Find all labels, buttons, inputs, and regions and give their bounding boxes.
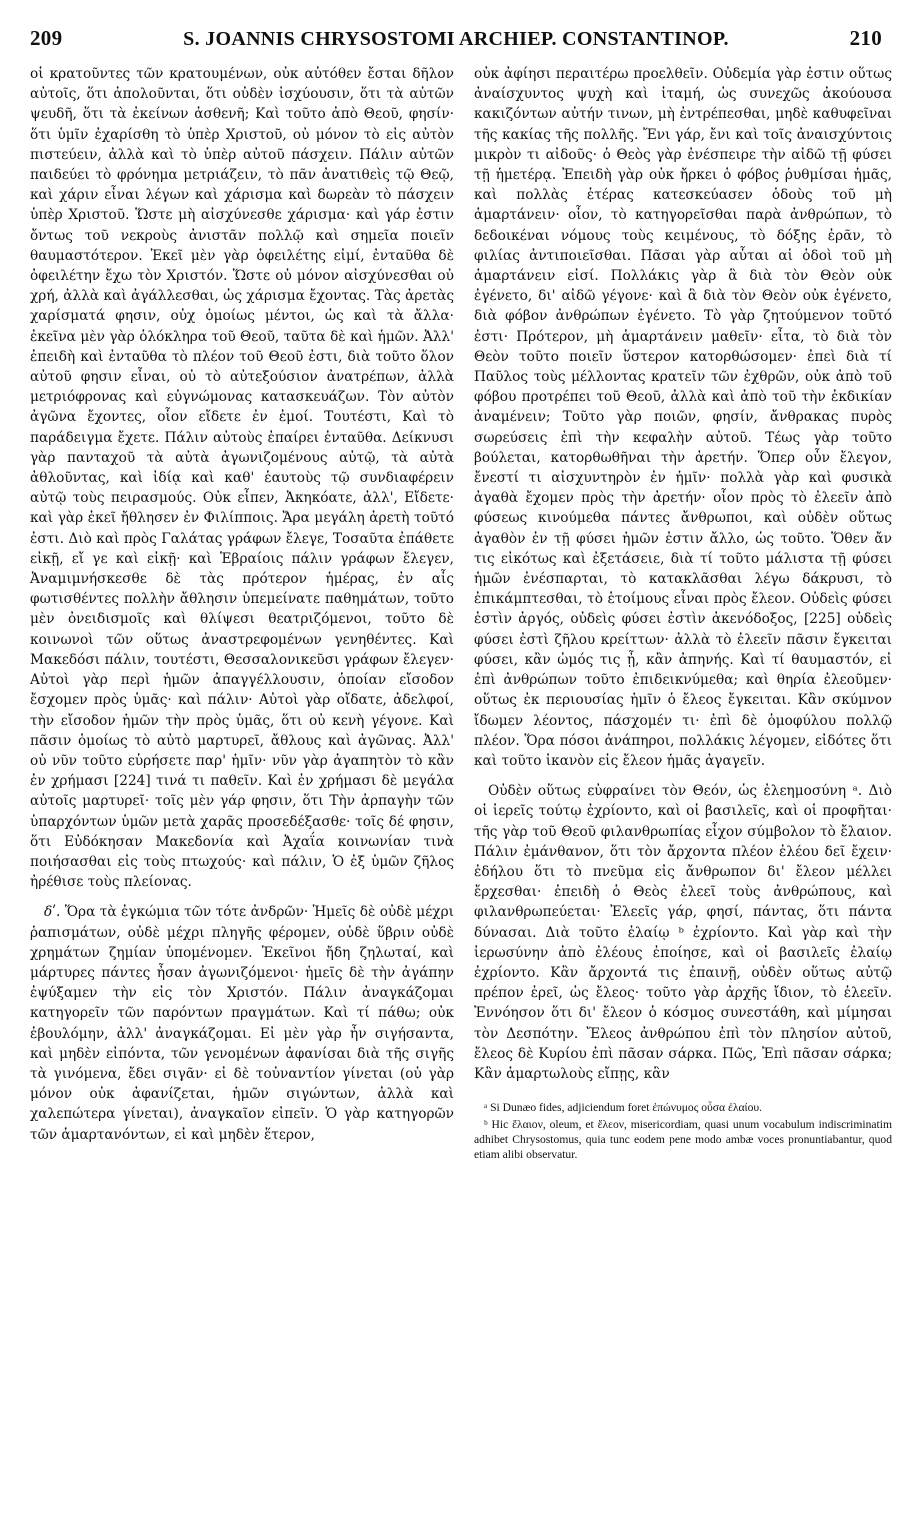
left-column <box>30 64 454 1145</box>
left-paragraph-2-text: Ὅρα τὰ ἐγκώμια τῶν τότε ἀνδρῶν· Ἡμεῖς δὲ οὐδὲ μέχρι ῥαπισμάτων, οὐδὲ μέχρι πληγῆς φέρομεν, οὐδὲ ὕβριν οὐδὲ χρημάτων ζημίαν ὑπομένομεν. Ἐκεῖνοι ἤδη ζηλωταί, καὶ μάρτυρες πάντες ἦσαν ἀγωνιζόμενοι· ἡμεῖς δὲ τὴν ἀγάπην ἐψύξαμεν τὴν εἰς τὸν Χριστόν. Πάλιν ἀναγκάζομαι κατηγορεῖν τῶν παρόντων πραγμάτων. Καὶ τί πάθω; οὐκ ἐβουλόμην, ἀλλ' ἀναγκάζομαι. Εἰ μὲν γὰρ ἦν σιγήσαντα, καὶ μηδὲν εἰπόντα, τῶν γενομένων ἀφανίσαι διὰ τῆς σιγῆς τὰ γινόμενα, ἔδει σιγᾶν· εἰ δὲ τοὐναντίον γίνεται (οὐ γὰρ μόνον οὐκ ἀφανίζεται, ἡμῶν σιγώντων, ἀλλὰ καὶ χαλεπώτερα γίνεται), ἀναγκαῖον εἰπεῖν. Ὁ γὰρ κατηγορῶν τῶν ἁμαρτανόντων, εἰ καὶ μηδὲν ἕτερον, <box>30 904 454 1143</box>
page-number-left: 209 <box>30 26 63 50</box>
footnotes <box>474 1100 892 1162</box>
right-column <box>474 64 892 1164</box>
section-number: δʹ. <box>44 904 61 921</box>
page-number-right: 210 <box>849 26 882 50</box>
running-title: S. JOANNIS CHRYSOSTOMI ARCHIEP. CONSTANTINOP. <box>183 28 729 50</box>
right-paragraph-1: οὐκ ἀφίησι περαιτέρω προελθεῖν. Οὐδεμία γὰρ ἐστιν οὕτως ἀναίσχυντος ψυχὴ καὶ ἰταμή, ὡς συνεχῶς ἀκούουσα κακιζόντων αὐτήν τινων, μὴ ἐντρέπεσθαι, μηδὲ καθυφεῖναι τῆς κακίας τῆς πολλῆς. Ἔνι γάρ, ἔνι καὶ τοῖς ἀναισχύντοις μικρὸν τι αἰδοῦς· ὁ Θεὸς γὰρ ἐνέσπειρε τὴν αἰδῶ τῇ φύσει τῇ ἡμετέρᾳ. Ἐπειδὴ γὰρ οὐκ ἤρκει ὁ φόβος ῥυθμίσαι ἡμᾶς, καὶ πολλὰς ἑτέρας κατεσκεύασεν ὁδοὺς τοῦ μὴ ἁμαρτάνειν· οἷον, τὸ κατηγορεῖσθαι παρὰ ἀνθρώπων, τὸ δεδοικέναι νόμους τοὺς κειμένους, τὸ δόξης ἐρᾶν, τὸ φιλίας ἀντιποιεῖσθαι. Πᾶσαι γὰρ αὗται αἱ ὁδοὶ τοῦ μὴ ἁμαρτάνειν εἰσί. Πολλάκις γὰρ ἃ διὰ τὸν Θεὸν οὐκ ἐγένετο, δι' αἰδῶ γέγονε· καὶ ἃ διὰ τὸν Θεὸν οὐκ ἐγένετο, διὰ φόβον ἀνθρώπων ἐγένετο. Τὸ γὰρ ζητούμενον τοῦτό ἐστι· Πρότερον, μὴ ἁμαρτάνειν μαθεῖν· εἶτα, τὸ διὰ τὸν Θεὸν τοῦτο ποιεῖν ὕστερον κατορθώσομεν· ἐπεὶ διὰ τί Παῦλος τοὺς μέλλοντας κρατεῖν τῶν ἐχθρῶν, οὐκ ἀπὸ τοῦ φόβου προτρέπει τοῦ Θεοῦ, ἀλλὰ καὶ ἀπὸ τοῦ τὴν ἐκδικίαν ἀναμένειν; Τοῦτο γὰρ ποιῶν, φησίν, ἄνθρακας πυρὸς σωρεύσεις ἐπὶ τὴν κεφαλὴν αὐτοῦ. Τέως γὰρ τοῦτο βούλεται, κατορθωθῆναι τὴν ἀρετήν. Ὅπερ οὖν ἔλεγον, ἔνεστί τι αἰσχυντηρὸν ἐν ἡμῖν· πολλὰ γὰρ καὶ φυσικὰ ἀγαθὰ ἔχομεν πρὸς τὴν ἀρετήν· οἷον πρὸς τὸ ἐλεεῖν ἀπὸ φύσεως κινούμεθα πάντες ἄνθρωποι, καὶ οὐδὲν οὕτως ἀγαθὸν ἐν τῇ φύσει ἡμῶν ἐστιν ἄλλο, ὡς τοῦτο. Ὅθεν ἄν τις εἰκότως καὶ ἐξετάσειε, διὰ τί τοῦτο μάλιστα τῇ φύσει ἡμῶν ἐνέσπαρται, τὸ κατακλᾶσθαι λέγω δάκρυσι, τὸ ἐπικάμπτεσθαι, τὸ ἑτοίμους εἶναι πρὸς ἔλεον. Οὐδεὶς φύσει ἐστὶν ἀργός, οὐδεὶς φύσει ἐστὶν ἀκενόδοξος, [225] οὐδεὶς φύσει ἐστὶ ζῆλου κρείττων· ἀλλὰ τὸ ἐλεεῖν πᾶσιν ἔγκειται φύσει, κἂν ὠμός τις ᾖ, κἂν ἀπηνής. Καὶ τί θαυμαστόν, εἰ ἐπὶ ἀνθρώπων τοῦτο ἐπιδεικνύμεθα; καὶ θηρία ἐλεοῦμεν· οὕτως ἐκ περιουσίας ἡμῖν ὁ ἔλεος ἔγκειται. Κἂν σκύμνον ἴδωμεν λέοντος, πάσχομέν τι· ἐπὶ δὲ ὁμοφύλου πολλῷ πλέον. Ὅρα πόσοι ἀνάπηροι, πολλάκις λέγομεν, εἰδότες ὅτι καὶ τοῦτο ἱκανὸν εἰς ἔλεον ἡμᾶς ἀγαγεῖν. <box>474 66 892 769</box>
footnote-b: ᵇ Hic ἔλαιον, oleum, et ἔλεον, misericordiam, quasi unum vocabulum indiscriminatim adhibet Chrysostomus, quia tunc eodem pene modo ambæ voces pronuntiabantur, quod etiam alibi observatur. <box>474 1118 892 1162</box>
left-paragraph-1: οἱ κρατοῦντες τῶν κρατουμένων, οὐκ αὐτόθεν ἔσται δῆλον αὐτοῖς, ὅτι ἀπολοῦνται, ὅτι οὐδὲν ἰσχύουσιν, ὅτι τὰ αὐτῶν ψευδῆ, ὅτι τὰ ἐκείνων ἀσθενῆ; Καὶ τοῦτο ἀπὸ Θεοῦ, φησίν· ὅτι ὑμῖν ἐχαρίσθη τὸ ὑπὲρ Χριστοῦ, οὐ μόνον τὸ εἰς αὐτὸν πιστεύειν, ἀλλὰ καὶ τὸ ὑπὲρ αὐτοῦ πάσχειν. Πάλιν αὐτῶν παιδεύει τὸ φρόνημα μετριάζειν, τὸ πᾶν ἀνατιθεὶς τῷ Θεῷ, καὶ χάριν εἶναι λέγων καὶ χάρισμα καὶ δωρεὰν τὸ πάσχειν ὑπὲρ Χριστοῦ. Ὥστε μὴ αἰσχύνεσθε χάρισμα· καὶ γάρ ἐστιν ὄντως τοῦ νεκροὺς ἀνιστᾶν πολλῷ καὶ σημεῖα ποιεῖν θαυμαστότερον. Ἐκεῖ μὲν γὰρ ὀφειλέτης εἰμί, ἐνταῦθα δὲ ὀφειλέτην ἔχω τὸν Χριστόν. Ὥστε οὐ μόνον αἰσχύνεσθαι οὐ χρή, ἀλλὰ καὶ ἀγάλλεσθαι, ὡς χάρισμα ἔχοντας. Τὰς ἀρετὰς χαρίσματά φησιν, οὐχ ὁμοίως μέντοι, ὡς καὶ τὰ ἄλλα· ἐκεῖνα μὲν γὰρ ὁλόκληρα τοῦ Θεοῦ, ταῦτα δὲ καὶ ἡμῶν. Ἀλλ' ἐπειδὴ καὶ ἐνταῦθα τὸ πλέον τοῦ Θεοῦ ἐστι, διὰ τοῦτο ὅλον αὐτοῦ φησιν εἶναι, οὐ τὸ αὐτεξούσιον ἀνατρέπων, ἀλλὰ μετριόφρονας καὶ εὐγνώμονας κατασκευάζων. Τὸν αὐτὸν ἀγῶνα ἔχοντες, οἷον εἴδετε ἐν ἐμοί. Τουτέστι, Καὶ τὸ παράδειγμα ἔχετε. Πάλιν αὐτοὺς ἐπαίρει ἐνταῦθα. Δείκνυσι γὰρ πανταχοῦ τὰ αὐτὰ ἀγωνιζομένους αὐτῷ, τὰ αὐτὰ ἀθλοῦντας, καὶ ἰδίᾳ καὶ καθ' ἑαυτοὺς τῷ συνδιαφέρειν αὐτῷ τοὺς πειρασμούς. Οὐκ εἶπεν, Ἀκηκόατε, ἀλλ', Εἴδετε· καὶ γὰρ ἐκεῖ ἤθλησεν ἐν Φιλίπποις. Ἄρα μεγάλη ἀρετὴ τοῦτό ἐστι. Διὸ καὶ πρὸς Γαλάτας γράφων ἔλεγε, Τοσαῦτα ἐπάθετε εἰκῇ, εἴ γε καὶ εἰκῇ· καὶ Ἑβραίοις πάλιν γράφων ἔλεγεν, Ἀναμιμνήσκεσθε δὲ τὰς πρότερον ἡμέρας, ἐν αἷς φωτισθέντες πολλὴν ἄθλησιν ὑπεμείνατε παθημάτων, τοῦτο μὲν ὀνειδισμοῖς καὶ θλίψεσι θεατριζόμενοι, τοῦτο δὲ κοινωνοὶ τῶν οὕτως ἀναστρεφομένων γενηθέντες. Καὶ Μακεδόσι πάλιν, τουτέστι, Θεσσαλονικεῦσι γράφων ἔλεγεν· Αὐτοὶ γὰρ περὶ ἡμῶν ἀπαγγέλλουσιν, ὁποίαν εἴσοδον ἔσχομεν πρὸς ὑμᾶς· καὶ πάλιν· Αὐτοὶ γὰρ οἴδατε, ἀδελφοί, τὴν εἴσοδον ἡμῶν τὴν πρὸς ὑμᾶς, ὅτι οὐ κενὴ γέγονε. Καὶ πᾶσιν ὁμοίως τὸ αὐτὸ μαρτυρεῖ, ἄθλους καὶ ἀγῶνας. Ἀλλ' οὐ νῦν τοῦτο εὑρήσετε παρ' ἡμῖν· νῦν γὰρ ἀγαπητὸν τὸ κἂν ἐν χρήμασι [224] τινά τι παθεῖν. Καὶ ἐν χρήμασι δὲ μεγάλα αὐτοῖς μαρτυρεῖ· τοῖς μὲν γάρ φησιν, ὅτι Τὴν ἁρπαγὴν τῶν ὑπαρχόντων ὑμῶν μετὰ χαρᾶς προσεδέξασθε· τοῖς δέ φησιν, ὅτι Εὐδόκησαν Μακεδονία καὶ Ἀχαΐα κοινωνίαν τινὰ ποιήσασθαι εἰς τοὺς πτωχούς· καὶ πάλιν, Ὁ ἐξ ὑμῶν ζῆλος ἠρέθισε τοὺς πλείονας. <box>30 66 454 891</box>
running-header <box>30 26 882 56</box>
footnote-a: ᵃ Si Dunæo fides, adjiciendum foret ἐπώνυμος οὖσα ἐλαίου. <box>484 1101 763 1115</box>
right-paragraph-2: Οὐδὲν οὕτως εὐφραίνει τὸν Θεόν, ὡς ἐλεημοσύνη ᵃ. Διὸ οἱ ἱερεῖς τούτῳ ἐχρίοντο, καὶ οἱ βασιλεῖς, καὶ οἱ προφῆται· τῆς γὰρ τοῦ Θεοῦ φιλανθρωπίας εἶχον σύμβολον τὸ ἔλαιον. Πάλιν ἐμάνθανον, ὅτι τὸν ἄρχοντα πλέον ἐλέου δεῖ ἔχειν· ἐδήλου ὅτι τὸ πνεῦμα εἰς ἄνθρωπον δι' ἔλεον μέλλει ἔρχεσθαι· ἐπειδὴ ὁ Θεὸς ἐλεεῖ τοὺς ἀνθρώπους, καὶ φιλανθρωπεύεται· Ἐλεεῖς γάρ, φησί, πάντας, ὅτι πάντα δύνασαι. Διὰ τοῦτο ἐλαίῳ ᵇ ἐχρίοντο. Καὶ γὰρ καὶ τὴν ἱερωσύνην ἀπὸ ἐλέους ἐποίησε, καὶ οἱ βασιλεῖς ἐλαίῳ ἐχρίοντο. Κἂν ἄρχοντά τις ἐπαινῇ, οὐδὲν οὕτως αὐτῷ πρέπον ἐρεῖ, ὡς ἔλεος· τοῦτο γὰρ ἀρχῆς ἴδιον, τὸ ἐλεεῖν. Ἐννόησον ὅτι δι' ἔλεον ὁ κόσμος συνεστάθη, καὶ μίμησαι τὸν Δεσπότην. Ἔλεος ἀνθρώπου ἐπὶ τὸν πλησίον αὐτοῦ, ἔλεος δὲ Κυρίου ἐπὶ πᾶσαν σάρκα. Πῶς, Ἐπὶ πᾶσαν σάρκα; Κἂν ἁμαρτωλοὺς εἴπῃς, κἂν <box>474 783 892 1082</box>
left-paragraph-2 <box>30 902 454 1144</box>
